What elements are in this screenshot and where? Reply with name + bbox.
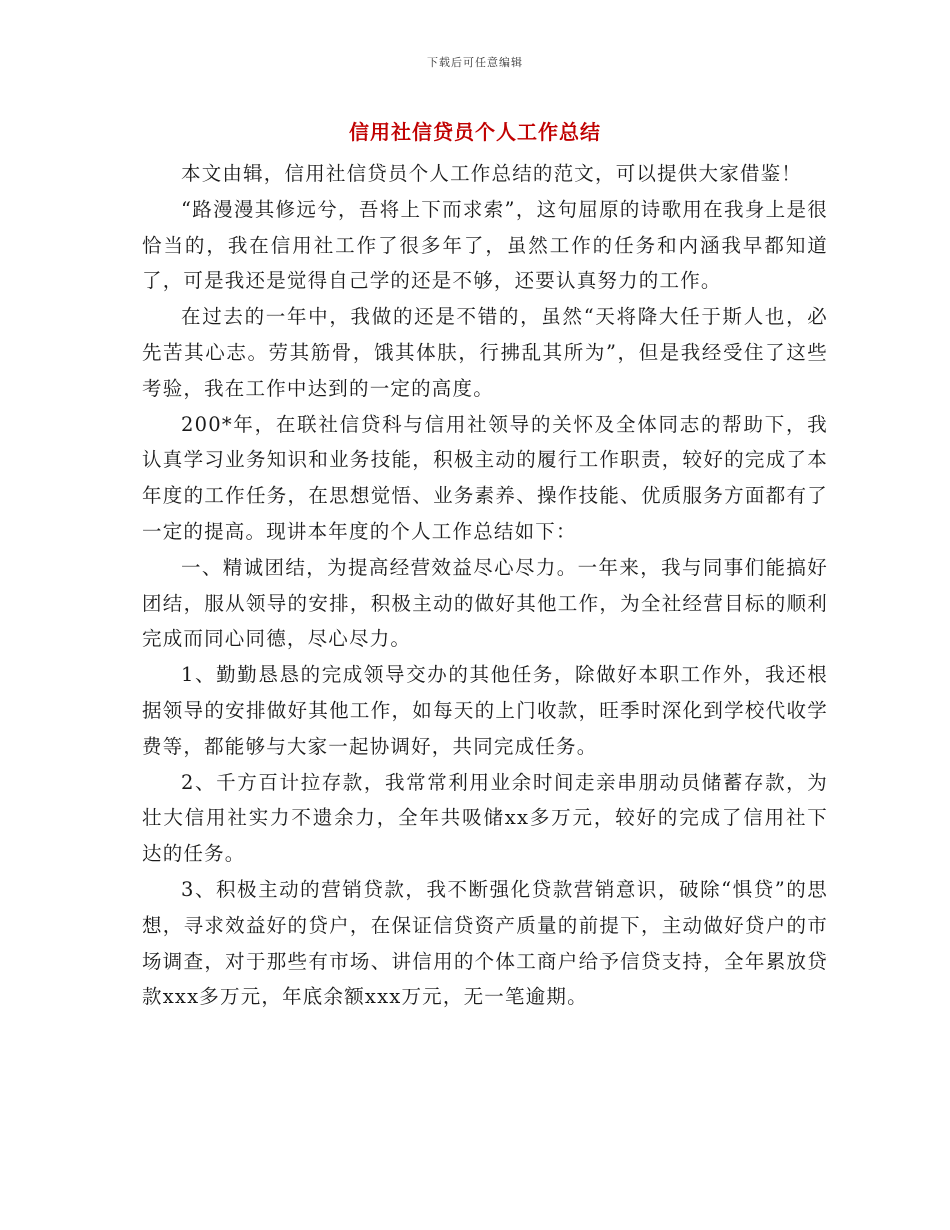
paragraph-item-1: 1、勤勤恳恳的完成领导交办的其他任务，除做好本职工作外，我还根据领导的安排做好其他工作，如每天的上门收款，旺季时深化到学校代收学费等，都能够与大家一起协调好，共同完成任务。 [142, 663, 828, 758]
document-body [142, 156, 828, 1015]
paragraph-poem-quote: “路漫漫其修远兮，吾将上下而求索”，这句屈原的诗歌用在我身上是很恰当的，我在信用社工作了很多年了，虽然工作的任务和内涵我早都知道了，可是我还是觉得自己学的还是不够，还要认真努力的工作。 [142, 197, 828, 293]
paragraph-item-2: 2、千方百计拉存款，我常常利用业余时间走亲串朋动员储蓄存款，为壮大信用社实力不遗余力，全年共吸储xx多万元，较好的完成了信用社下达的任务。 [142, 770, 828, 866]
paragraph-section-unity: 一、精诚团结，为提高经营效益尽心尽力。一年来，我与同事们能搞好团结，服从领导的安排，积极主动的做好其他工作，为全社经营目标的顺利完成而同心同德，尽心尽力。 [142, 555, 828, 651]
page-header-note: 下载后可任意编辑 [427, 56, 523, 69]
paragraph-annual-summary: 200*年，在联社信贷科与信用社领导的关怀及全体同志的帮助下，我认真学习业务知识和业务技能，积极主动的履行工作职责，较好的完成了本年度的工作任务，在思想觉悟、业务素养、操作技能、优质服务方面都有了一定的提高。现讲本年度的个人工作总结如下： [142, 412, 828, 543]
paragraph-item-3: 3、积极主动的营销贷款，我不断强化贷款营销意识，破除“惧贷”的思想，寻求效益好的贷户，在保证信贷资产质量的前提下，主动做好贷户的市场调查，对于那些有市场、讲信用的个体工商户给予信贷支持，全年累放贷款xxx多万元，年底余额xxx万元，无一笔逾期。 [142, 877, 828, 1009]
document-title: 信用社信贷员个人工作总结 [349, 120, 601, 144]
paragraph-past-year: 在过去的一年中，我做的还是不错的，虽然“天将降大任于斯人也，必先苦其心志。劳其筋骨，饿其体肤，行拂乱其所为”，但是我经受住了这些考验，我在工作中达到的一定的高度。 [142, 305, 828, 400]
paragraph-intro: 本文由辑，信用社信贷员个人工作总结的范文，可以提供大家借鉴！ [181, 162, 803, 185]
